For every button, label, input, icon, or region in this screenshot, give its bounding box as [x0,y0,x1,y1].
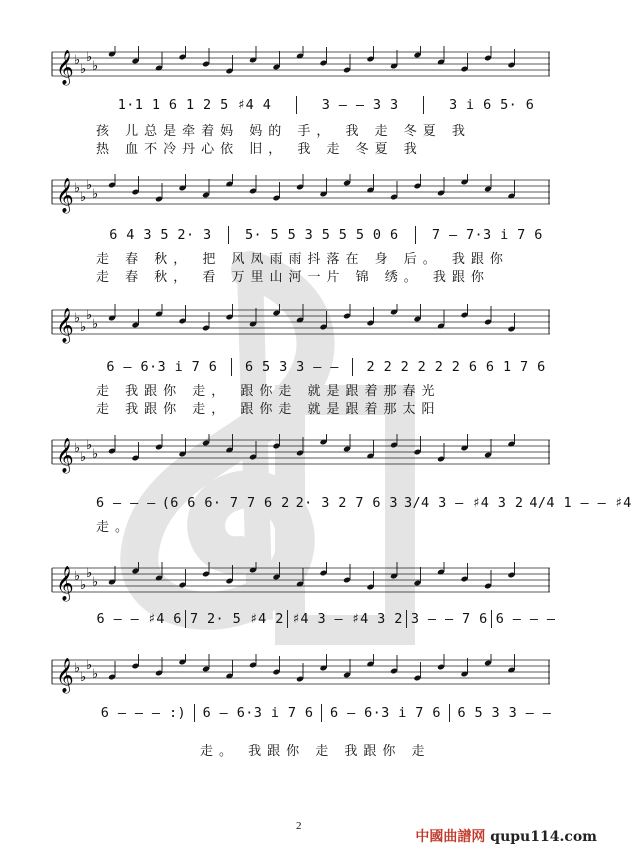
flat-icon: ♭ [86,566,93,581]
jianpu-row-5 [96,610,556,628]
jianpu-measure: 6 — 6·3 i 7 6 [330,705,441,721]
jianpu-measure: 6 — — — :) [100,705,187,721]
lyrics-line-2: 热 血不冷丹心依 旧， 我 走 冬夏 我 [96,142,423,157]
flat-icon: ♭ [74,53,81,68]
flat-icon: ♭ [92,317,99,332]
treble-clef-icon: 𝄞 [56,438,74,473]
staff-5 [52,562,550,601]
flat-icon: ♭ [80,670,87,685]
lyrics-line-1: 走 春 秋， 把 风凤雨雨抖落在 身 后。 我跟你 [96,252,509,267]
treble-clef-icon: 𝄞 [56,566,74,601]
site-domain: qupu114.com [490,829,597,845]
flat-icon: ♭ [92,59,99,74]
jianpu-measure: 3/4 3 — ♯4 3 2 [403,495,524,511]
jianpu-measure: 3 i 6 5· 6 [448,97,535,113]
jianpu-measure: (6 6 6· 7 7 6 2 [161,495,290,511]
flat-icon: ♭ [74,441,81,456]
flat-icon: ♭ [74,661,81,676]
treble-clef-icon: 𝄞 [56,178,74,213]
flat-icon: ♭ [92,575,99,590]
jianpu-row-4 [96,494,632,512]
flat-icon: ♭ [74,311,81,326]
staff-3 [52,304,550,343]
staff-2 [52,174,550,213]
flat-icon: ♭ [92,667,99,682]
flat-icon: ♭ [92,447,99,462]
flat-icon: ♭ [86,50,93,65]
jianpu-row-2 [96,226,556,244]
jianpu-measure: 6 5 3 3 — — [244,359,339,375]
site-logo [415,826,597,846]
flat-icon: ♭ [74,569,81,584]
staff-4 [52,434,550,473]
jianpu-measure: 6 — 6·3 i 7 6 [202,705,314,721]
jianpu-measure: 3 — — 7 6 [410,611,488,627]
lyrics-line-2: 走 我跟你 走， 跟你走 就是跟着那太阳 [96,402,441,417]
flat-icon: ♭ [86,438,93,453]
lyrics-line-1: 孩 儿总是牵着妈 妈的 手， 我 走 冬夏 我 [96,124,471,139]
jianpu-measure: 2· 3 2 7 6 3 [295,495,398,511]
flat-icon: ♭ [80,578,87,593]
jianpu-measure: 6 — — ♯4 6 [96,611,182,627]
jianpu-measure: 1·1 1 6 1 2 5 ♯4 4 [117,97,272,113]
jianpu-measure: 5· 5 5 3 5 5 5 0 6 [244,227,399,243]
jianpu-measure: 3 — — 3 3 [321,97,399,113]
jianpu-measure: 6 5 3 3 — — [457,705,552,721]
treble-clef-icon: 𝄞 [56,50,74,85]
jianpu-measure: 6 4 3 5 2· 3 [109,227,212,243]
flat-icon: ♭ [92,187,99,202]
flat-icon: ♭ [86,308,93,323]
flat-icon: ♭ [86,658,93,673]
jianpu-measure: 7 — 7·3 i 7 6 [431,227,543,243]
page-number: 2 [296,820,302,832]
lyrics-line-2: 走 春 秋， 看 万里山河一片 锦 绣。 我跟你 [96,270,490,285]
lyrics-line-1: 走 我跟你 走， 跟你走 就是跟着那春光 [96,384,441,399]
flat-icon: ♭ [86,178,93,193]
flat-icon: ♭ [74,181,81,196]
treble-clef-icon: 𝄞 [56,658,74,693]
lyrics-line-1: 走。 我跟你 走 我跟你 走 [200,744,431,759]
flat-icon: ♭ [80,190,87,205]
jianpu-measure: 6 — 6·3 i 7 6 [106,359,218,375]
jianpu-row-6 [96,704,556,722]
flat-icon: ♭ [80,62,87,77]
jianpu-measure: 7 2· 5 ♯4 2 [189,611,284,627]
lyrics-line-1: 走。 [96,520,135,535]
staff-1 [52,46,550,85]
jianpu-row-3 [96,358,556,376]
jianpu-measure: 6 — — — [96,495,156,511]
jianpu-measure: 4/4 1 — — ♯4 [529,495,632,511]
flat-icon: ♭ [80,320,87,335]
staff-6 [52,654,550,693]
jianpu-row-1 [96,96,556,114]
treble-clef-icon: 𝄞 [56,308,74,343]
jianpu-measure: 6 — — — [495,611,556,627]
jianpu-measure: 2 2 2 2 2 2 6 6 1 7 6 [366,359,546,375]
flat-icon: ♭ [80,450,87,465]
jianpu-measure: ♯4 3 — ♯4 3 2 [291,611,403,627]
site-brand: 中國曲譜网 [415,829,486,845]
